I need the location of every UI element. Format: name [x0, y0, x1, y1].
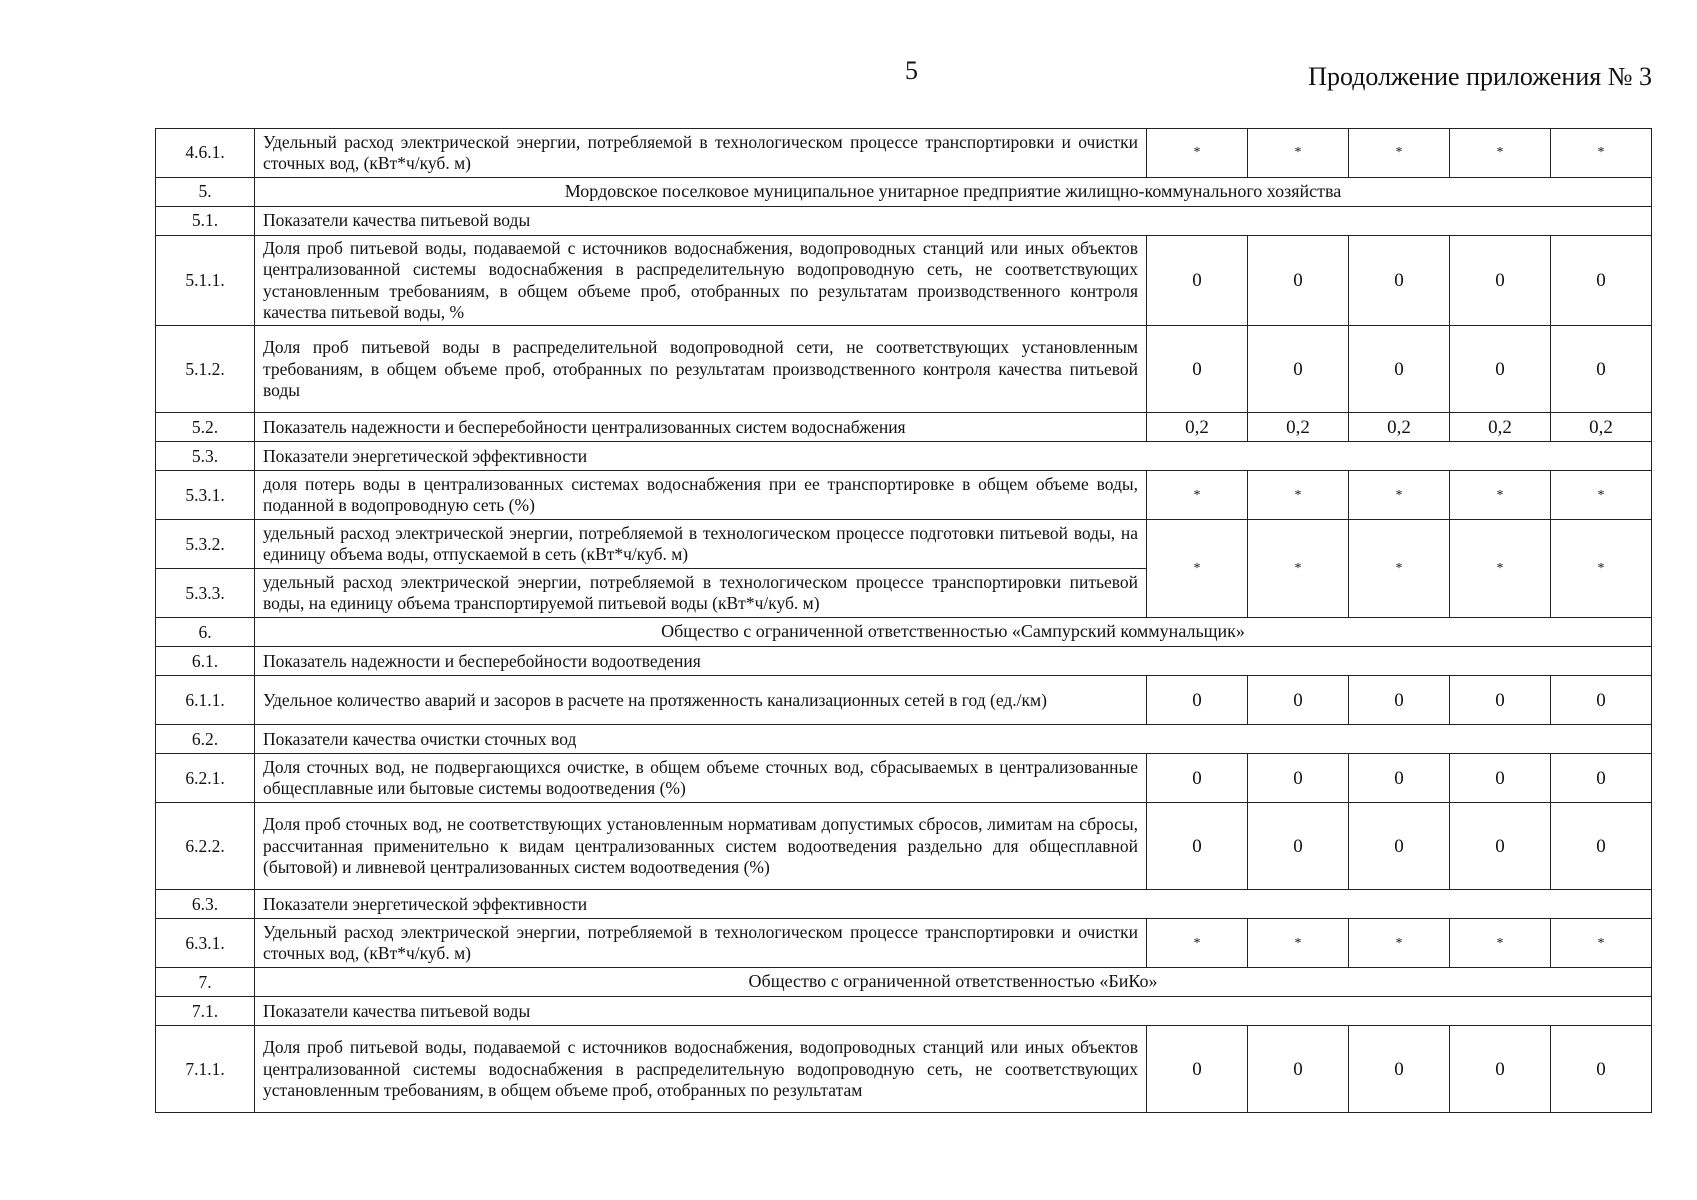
row-number: 6.2.2. — [156, 803, 255, 890]
row-number: 6.1.1. — [156, 676, 255, 725]
indicator-value-4: 0 — [1450, 803, 1551, 890]
indicator-value-2: 0 — [1248, 326, 1349, 413]
indicator-description: Удельное количество аварий и засоров в расчете на протяженность канализационных сетей в год (ед./км) — [255, 676, 1147, 725]
indicator-value-3: 0 — [1349, 754, 1450, 803]
indicator-value-3: * — [1349, 919, 1450, 968]
indicator-description: Доля сточных вод, не подвергающихся очистке, в общем объеме сточных вод, сбрасываемых в централизованные общесплавные или бытовые системы водоотведения (%) — [255, 754, 1147, 803]
indicator-value-4: 0 — [1450, 754, 1551, 803]
row-number: 5.1. — [156, 207, 255, 236]
organization-name: Общество с ограниченной ответственностью «Сампурский коммунальщик» — [255, 618, 1652, 647]
indicator-value-3: 0 — [1349, 236, 1450, 326]
table-row — [156, 803, 1652, 890]
table-row — [156, 1026, 1652, 1113]
indicator-value-3: 0 — [1349, 326, 1450, 413]
table-row — [156, 618, 1652, 647]
indicator-value-3: * — [1349, 471, 1450, 520]
indicator-value-2: * — [1248, 471, 1349, 520]
row-number: 6.3. — [156, 890, 255, 919]
indicator-description: удельный расход электрической энергии, потребляемой в технологическом процессе подготовки питьевой воды, на единицу объема воды, отпускаемой в сеть (кВт*ч/куб. м) — [255, 520, 1147, 569]
row-number: 5.3. — [156, 442, 255, 471]
indicator-value-2: * — [1248, 129, 1349, 178]
table-row — [156, 890, 1652, 919]
indicator-value-5: 0,2 — [1551, 413, 1652, 442]
indicator-value-2: * — [1248, 520, 1349, 618]
table-row — [156, 413, 1652, 442]
indicator-value-5: * — [1551, 129, 1652, 178]
section-title: Показатели качества питьевой воды — [255, 207, 1652, 236]
indicator-description: Показатель надежности и бесперебойности централизованных систем водоснабжения — [255, 413, 1147, 442]
indicators-table — [155, 128, 1652, 1113]
indicator-value-4: * — [1450, 919, 1551, 968]
section-title: Показатели качества питьевой воды — [255, 997, 1652, 1026]
row-number: 5.3.2. — [156, 520, 255, 569]
row-number: 7.1.1. — [156, 1026, 255, 1113]
indicator-value-3: 0 — [1349, 803, 1450, 890]
row-number: 6.2. — [156, 725, 255, 754]
section-title: Показатель надежности и бесперебойности водоотведения — [255, 647, 1652, 676]
row-number: 6.2.1. — [156, 754, 255, 803]
row-number: 5.3.1. — [156, 471, 255, 520]
row-number: 5.1.2. — [156, 326, 255, 413]
indicator-value-1: 0 — [1147, 326, 1248, 413]
row-number: 6.1. — [156, 647, 255, 676]
indicator-value-1: 0 — [1147, 676, 1248, 725]
indicator-value-1: * — [1147, 471, 1248, 520]
indicator-value-3: * — [1349, 520, 1450, 618]
table-row — [156, 968, 1652, 997]
table-row — [156, 471, 1652, 520]
indicator-value-2: 0 — [1248, 754, 1349, 803]
indicator-value-4: * — [1450, 471, 1551, 520]
indicators-table-body — [156, 129, 1652, 1113]
table-row — [156, 236, 1652, 326]
table-row — [156, 997, 1652, 1026]
row-number: 5. — [156, 178, 255, 207]
indicator-description: Доля проб питьевой воды, подаваемой с источников водоснабжения, водопроводных станций или иных объектов централизованной системы водоснабжения в распределительную водопроводную сеть, не соответствующих установленным требованиям, в общем объеме проб, отобранных по результатам — [255, 1026, 1147, 1113]
table-row — [156, 207, 1652, 236]
table-row — [156, 725, 1652, 754]
indicator-value-5: 0 — [1551, 1026, 1652, 1113]
section-title: Показатели энергетической эффективности — [255, 442, 1652, 471]
indicator-value-2: 0 — [1248, 676, 1349, 725]
indicator-description: Доля проб питьевой воды в распределительной водопроводной сети, не соответствующих установленным требованиям, в общем объеме проб, отобранных по результатам производственного контроля качества питьевой воды — [255, 326, 1147, 413]
indicator-value-5: * — [1551, 471, 1652, 520]
indicator-value-4: 0 — [1450, 326, 1551, 413]
indicator-value-1: * — [1147, 919, 1248, 968]
indicator-value-5: 0 — [1551, 676, 1652, 725]
indicator-value-2: 0,2 — [1248, 413, 1349, 442]
row-number: 6.3.1. — [156, 919, 255, 968]
indicator-description: Удельный расход электрической энергии, потребляемой в технологическом процессе транспортировки и очистки сточных вод, (кВт*ч/куб. м) — [255, 129, 1147, 178]
indicator-value-2: 0 — [1248, 1026, 1349, 1113]
indicator-value-5: 0 — [1551, 803, 1652, 890]
indicator-value-5: * — [1551, 919, 1652, 968]
indicator-value-4: 0,2 — [1450, 413, 1551, 442]
indicator-value-4: * — [1450, 520, 1551, 618]
indicator-value-5: 0 — [1551, 754, 1652, 803]
row-number: 5.3.3. — [156, 569, 255, 618]
section-title: Показатели качества очистки сточных вод — [255, 725, 1652, 754]
table-row — [156, 676, 1652, 725]
row-number: 7.1. — [156, 997, 255, 1026]
table-row — [156, 129, 1652, 178]
indicator-value-2: 0 — [1248, 236, 1349, 326]
indicator-value-1: * — [1147, 129, 1248, 178]
table-row — [156, 326, 1652, 413]
table-row — [156, 178, 1652, 207]
page-number: 5 — [905, 56, 918, 85]
indicator-value-4: 0 — [1450, 236, 1551, 326]
row-number: 5.2. — [156, 413, 255, 442]
indicator-value-1: 0 — [1147, 754, 1248, 803]
indicator-value-5: * — [1551, 520, 1652, 618]
indicator-description: Доля проб сточных вод, не соответствующих установленным нормативам допустимых сбросов, лимитам на сбросы, рассчитанная применительно к видам централизованных систем водоотведения раздельно для общесплавной (бытовой) и ливневой централизованных систем водоотведения (%) — [255, 803, 1147, 890]
table-row — [156, 442, 1652, 471]
indicator-description: удельный расход электрической энергии, потребляемой в технологическом процессе транспортировки питьевой воды, на единицу объема транспортируемой питьевой воды (кВт*ч/куб. м) — [255, 569, 1147, 618]
indicator-value-1: * — [1147, 520, 1248, 618]
indicator-value-3: 0 — [1349, 676, 1450, 725]
section-title: Показатели энергетической эффективности — [255, 890, 1652, 919]
indicator-value-5: 0 — [1551, 236, 1652, 326]
indicator-description: Удельный расход электрической энергии, потребляемой в технологическом процессе транспортировки и очистки сточных вод, (кВт*ч/куб. м) — [255, 919, 1147, 968]
indicator-value-2: * — [1248, 919, 1349, 968]
row-number: 4.6.1. — [156, 129, 255, 178]
table-row — [156, 647, 1652, 676]
indicator-value-4: 0 — [1450, 676, 1551, 725]
appendix-continuation-title: Продолжение приложения № 3 — [1308, 62, 1652, 91]
indicator-value-3: 0 — [1349, 1026, 1450, 1113]
row-number: 7. — [156, 968, 255, 997]
row-number: 5.1.1. — [156, 236, 255, 326]
indicator-value-1: 0 — [1147, 803, 1248, 890]
indicator-description: Доля проб питьевой воды, подаваемой с источников водоснабжения, водопроводных станций или иных объектов централизованной системы водоснабжения в распределительную водопроводную сеть, не соответствующих установленным требованиям, в общем объеме проб, отобранных по результатам производственного контроля качества питьевой воды, % — [255, 236, 1147, 326]
table-row — [156, 754, 1652, 803]
indicator-value-1: 0 — [1147, 1026, 1248, 1113]
organization-name: Мордовское поселковое муниципальное унитарное предприятие жилищно-коммунального хозяйства — [255, 178, 1652, 207]
indicator-value-3: 0,2 — [1349, 413, 1450, 442]
indicator-value-1: 0 — [1147, 236, 1248, 326]
row-number: 6. — [156, 618, 255, 647]
indicator-value-2: 0 — [1248, 803, 1349, 890]
indicator-value-1: 0,2 — [1147, 413, 1248, 442]
organization-name: Общество с ограниченной ответственностью «БиКо» — [255, 968, 1652, 997]
table-row — [156, 520, 1652, 569]
table-row — [156, 919, 1652, 968]
indicator-value-4: * — [1450, 129, 1551, 178]
indicator-value-4: 0 — [1450, 1026, 1551, 1113]
indicator-description: доля потерь воды в централизованных системах водоснабжения при ее транспортировке в общем объеме воды, поданной в водопроводную сеть (%) — [255, 471, 1147, 520]
indicator-value-5: 0 — [1551, 326, 1652, 413]
indicator-value-3: * — [1349, 129, 1450, 178]
